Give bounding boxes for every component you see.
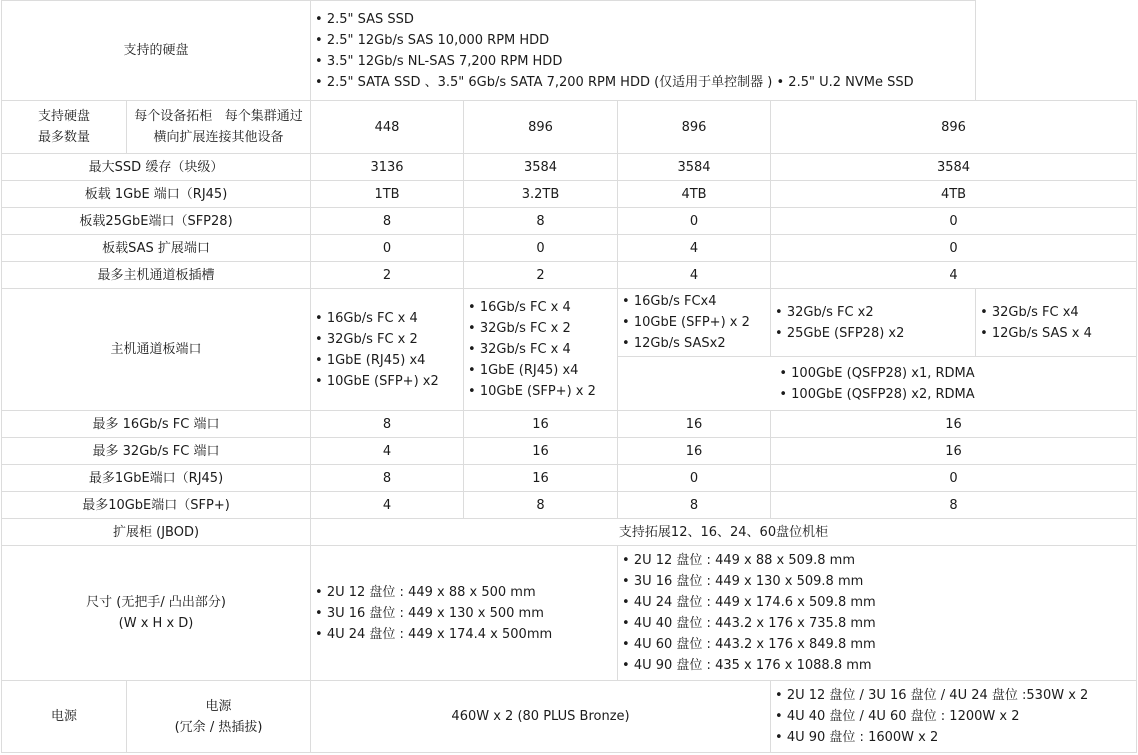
table-cell: 8	[618, 492, 771, 519]
dimensions-label-line2: (W x H x D)	[118, 616, 194, 631]
table-cell: 8	[311, 208, 464, 235]
table-row	[2, 465, 1137, 492]
host-ports-col4a	[771, 289, 976, 357]
list-item: • 1GbE (RJ45) x4	[468, 360, 613, 381]
table-cell: 4	[311, 438, 464, 465]
spec-table	[1, 0, 1137, 753]
list-item-text: 100GbE (QSFP28) x2, RDMA	[791, 386, 975, 402]
table-cell: 3584	[771, 154, 1137, 181]
table-cell: 16	[464, 438, 618, 465]
max-disks-sublabel	[127, 101, 311, 154]
jbod-value: 支持拓展12、16、24、60盘位机柜	[311, 519, 1137, 546]
table-cell: 4TB	[618, 181, 771, 208]
power-label: 电源	[2, 681, 127, 753]
row-label: 板载25GbE端口（SFP28)	[2, 208, 311, 235]
max-disks-sublabel-line2: 横向扩展连接其他设备	[153, 130, 284, 145]
row-label: 最多10GbE端口（SFP+)	[2, 492, 311, 519]
disks-row	[2, 1, 1137, 101]
table-cell: 0	[618, 465, 771, 492]
list-item: • 4U 24 盘位 : 449 x 174.4 x 500mm	[315, 624, 613, 645]
table-cell: 3584	[618, 154, 771, 181]
table-cell: 16	[618, 411, 771, 438]
table-row	[2, 181, 1137, 208]
table-cell: 4	[311, 492, 464, 519]
list-item: • 2.5" 12Gb/s SAS 10,000 RPM HDD	[315, 30, 971, 51]
table-cell: 4	[771, 262, 1137, 289]
list-item: • 4U 40 盘位 : 443.2 x 176 x 735.8 mm	[622, 613, 1132, 634]
table-row	[2, 492, 1137, 519]
list-item: • 2U 12 盘位 : 449 x 88 x 500 mm	[315, 582, 613, 603]
table-cell: 2	[464, 262, 618, 289]
table-cell: 3.2TB	[464, 181, 618, 208]
host-ports-col2	[464, 289, 618, 411]
list-item: • 2.5" SAS SSD	[315, 9, 971, 30]
table-cell: 0	[771, 208, 1137, 235]
table-cell: 16	[464, 411, 618, 438]
list-item: • 10GbE (SFP+) x2	[315, 371, 459, 392]
dimensions-row	[2, 546, 1137, 681]
power-sublabel-line2: (冗余 / 热插拔)	[174, 719, 263, 735]
list-item: • 100GbE (QSFP28) x2, RDMA	[779, 386, 975, 402]
list-item: • 3.5" 12Gb/s NL-SAS 7,200 RPM HDD	[315, 51, 971, 72]
max-disks-label-line1: 支持硬盘	[37, 109, 90, 124]
list-item: • 16Gb/s FC x 4	[468, 297, 613, 318]
table-row	[2, 438, 1137, 465]
table-cell: 16	[771, 411, 1137, 438]
jbod-label: 扩展柜 (JBOD)	[2, 519, 311, 546]
list-item: • 32Gb/s FC x 2	[315, 329, 459, 350]
list-item-text: 100GbE (QSFP28) x1, RDMA	[791, 365, 975, 381]
host-ports-shared	[618, 357, 1137, 411]
table-cell: 8	[464, 208, 618, 235]
list-item: • 12Gb/s SASx2	[622, 333, 766, 354]
row-label: 最多主机通道板插槽	[2, 262, 311, 289]
table-cell: 4	[618, 235, 771, 262]
table-cell: 4	[618, 262, 771, 289]
max-disks-label	[2, 101, 127, 154]
power-sublabel	[127, 681, 311, 753]
row-label: 最多 16Gb/s FC 端口	[2, 411, 311, 438]
dimensions-left	[311, 546, 618, 681]
table-cell: 3584	[464, 154, 618, 181]
table-cell: 0	[311, 235, 464, 262]
row-label: 最多1GbE端口（RJ45)	[2, 465, 311, 492]
row-label: 板载SAS 扩展端口	[2, 235, 311, 262]
table-cell: 896	[771, 101, 1137, 154]
table-cell: 896	[464, 101, 618, 154]
host-ports-col4b	[976, 289, 1137, 357]
disks-label: 支持的硬盘	[2, 1, 311, 101]
table-cell: 8	[464, 492, 618, 519]
list-item: • 4U 40 盘位 / 4U 60 盘位 : 1200W x 2	[775, 706, 1132, 727]
table-row	[2, 235, 1137, 262]
table-cell: 16	[618, 438, 771, 465]
dimensions-right	[618, 546, 1137, 681]
table-cell: 4TB	[771, 181, 1137, 208]
list-item: • 32Gb/s FC x4	[980, 302, 1132, 323]
table-cell: 0	[771, 465, 1137, 492]
table-cell: 0	[464, 235, 618, 262]
list-item: • 16Gb/s FC x 4	[315, 308, 459, 329]
max-disks-sublabel-line1: 每个设备拓柜 每个集群通过	[134, 109, 303, 124]
dimensions-label-line1: 尺寸 (无把手/ 凸出部分)	[86, 595, 226, 610]
table-cell: 2	[311, 262, 464, 289]
list-item: • 25GbE (SFP28) x2	[775, 323, 971, 344]
list-item: • 10GbE (SFP+) x 2	[622, 312, 766, 333]
host-ports-col3	[618, 289, 771, 357]
list-item: • 4U 90 盘位 : 1600W x 2	[775, 727, 1132, 748]
list-item: • 3U 16 盘位 : 449 x 130 x 509.8 mm	[622, 571, 1132, 592]
list-item: • 2.5" SATA SSD 、3.5" 6Gb/s SATA 7,200 RPM HDD (仅适用于单控制器 ) • 2.5" U.2 NVMe SSD	[315, 72, 971, 93]
list-item: • 4U 24 盘位 : 449 x 174.6 x 509.8 mm	[622, 592, 1132, 613]
table-cell: 16	[464, 465, 618, 492]
jbod-row	[2, 519, 1137, 546]
host-ports-label: 主机通道板端口	[2, 289, 311, 411]
max-disks-label-line2: 最多数量	[37, 130, 90, 145]
list-item: • 12Gb/s SAS x 4	[980, 323, 1132, 344]
list-item: • 32Gb/s FC x2	[775, 302, 971, 323]
power-left: 460W x 2 (80 PLUS Bronze)	[311, 681, 771, 753]
row-label: 板载 1GbE 端口（RJ45)	[2, 181, 311, 208]
list-item: • 4U 60 盘位 : 443.2 x 176 x 849.8 mm	[622, 634, 1132, 655]
table-cell: 8	[311, 465, 464, 492]
disks-list	[311, 1, 976, 101]
list-item: • 1GbE (RJ45) x4	[315, 350, 459, 371]
list-item: • 4U 90 盘位 : 435 x 176 x 1088.8 mm	[622, 655, 1132, 676]
list-item: • 32Gb/s FC x 2	[468, 318, 613, 339]
dimensions-label	[2, 546, 311, 681]
table-row	[2, 262, 1137, 289]
table-cell: 448	[311, 101, 464, 154]
power-right	[771, 681, 1137, 753]
list-item: • 10GbE (SFP+) x 2	[468, 381, 613, 402]
table-row	[2, 208, 1137, 235]
list-item: • 16Gb/s FCx4	[622, 291, 766, 312]
table-row	[2, 154, 1137, 181]
power-sublabel-line1: 电源	[205, 698, 232, 714]
max-disks-row	[2, 101, 1137, 154]
table-row	[2, 411, 1137, 438]
row-label: 最多 32Gb/s FC 端口	[2, 438, 311, 465]
host-ports-row	[2, 289, 1137, 357]
list-item: • 100GbE (QSFP28) x1, RDMA	[779, 365, 975, 381]
table-cell: 896	[618, 101, 771, 154]
table-cell: 16	[771, 438, 1137, 465]
table-cell: 0	[771, 235, 1137, 262]
row-label: 最大SSD 缓存（块级）	[2, 154, 311, 181]
table-cell: 8	[311, 411, 464, 438]
table-cell: 3136	[311, 154, 464, 181]
list-item: • 2U 12 盘位 : 449 x 88 x 509.8 mm	[622, 550, 1132, 571]
table-cell: 8	[771, 492, 1137, 519]
table-cell: 1TB	[311, 181, 464, 208]
host-ports-col1	[311, 289, 464, 411]
list-item: • 2U 12 盘位 / 3U 16 盘位 / 4U 24 盘位 :530W x 2	[775, 685, 1132, 706]
list-item: • 32Gb/s FC x 4	[468, 339, 613, 360]
power-row	[2, 681, 1137, 753]
list-item: • 3U 16 盘位 : 449 x 130 x 500 mm	[315, 603, 613, 624]
table-cell: 0	[618, 208, 771, 235]
